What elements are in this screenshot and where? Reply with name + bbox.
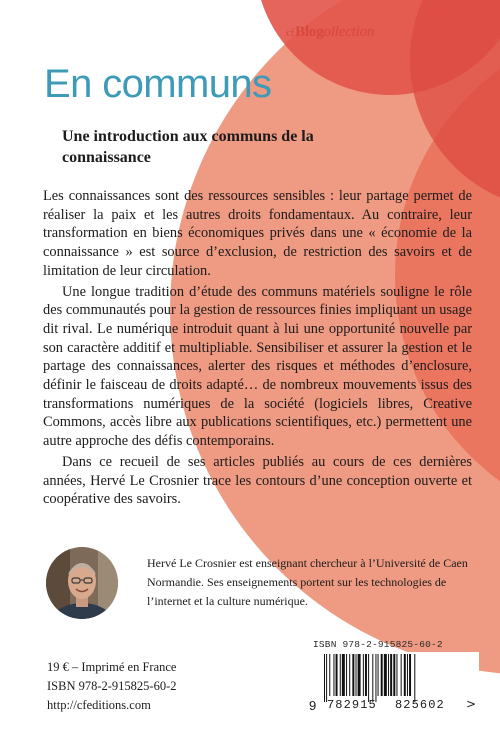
- barcode-bar: [329, 654, 330, 696]
- barcode-bar: [333, 654, 334, 696]
- barcode-bar: [404, 654, 406, 696]
- website-link[interactable]: http://cfeditions.com: [47, 698, 151, 712]
- price-line: 19 € – Imprimé en France: [47, 660, 177, 674]
- author-photo: [46, 547, 118, 619]
- barcode-bars: [324, 654, 460, 702]
- barcode-bar: [401, 654, 402, 696]
- publication-info: [47, 658, 177, 715]
- barcode-right-group: 825602: [395, 698, 445, 712]
- book-title: En communs: [44, 62, 272, 106]
- barcode-bar: [368, 654, 369, 702]
- barcode-bar: [346, 654, 347, 696]
- logo-text-blog: Blog: [295, 24, 324, 40]
- paragraph-1: Les connaissances sont des ressources sensibles : leur partage permet de réaliser la paix et les autres droits fondamentaux. Au contraire, leur transformation en biens économiques privés dans une « économie de la connaissance » est source d’exclusion, de restriction des savoirs et de limitation de leur circulation.: [43, 188, 472, 279]
- barcode-bar: [393, 654, 395, 696]
- barcode-first-digit: 9: [309, 698, 317, 713]
- barcode-bar: [352, 654, 354, 696]
- barcode-bar: [349, 654, 350, 696]
- barcode-bar: [414, 654, 415, 702]
- barcode-bar: [390, 654, 392, 696]
- barcode-bar: [365, 654, 367, 696]
- barcode-bar: [384, 654, 387, 696]
- barcode: [301, 652, 479, 718]
- barcode-bar: [324, 654, 325, 702]
- barcode-bar: [340, 654, 341, 696]
- barcode-left-group: 782915: [327, 698, 377, 712]
- barcode-bar: [342, 654, 345, 696]
- barcode-isbn-label: ISBN 978-2-915825-60-2: [313, 639, 443, 650]
- barcode-bar: [358, 654, 361, 696]
- barcode-bar: [409, 654, 411, 696]
- barcode-bar: [378, 654, 379, 696]
- barcode-arrow: >: [466, 697, 477, 711]
- isbn-line: ISBN 978-2-915825-60-2: [47, 679, 177, 693]
- barcode-bar: [375, 654, 376, 702]
- barcode-bar: [336, 654, 338, 696]
- barcode-bar: [396, 654, 397, 696]
- back-cover-text: [43, 187, 472, 511]
- barcode-bar: [326, 654, 327, 702]
- paragraph-2: Une longue tradition d’étude des communs matériels souligne le rôle des communautés pour la gestion de ressources finies impliquant un usage dit rival. Le numérique introduit quant à lui une opportunité nouvelle par son caractère additif et multipliable. Sensibiliser et assurer la gestion et le partage des connaissances, alerter des risques et méthodes d’enclosure, définir le faisceau de droits adapté… de nombreux mouvements issus des transformations numériques de la société (logiciels libres, Creative Commons, accès libre aux publications scientifiques, etc.) permettent une autre approche des défis contemporains.: [43, 283, 472, 450]
- author-bio: Hervé Le Crosnier est enseignant chercheur à l’Université de Caen Normandie. Ses enseignements portent sur les technologies de l’internet et la culture numérique.: [147, 556, 468, 608]
- logo-mark: cf: [286, 27, 295, 39]
- barcode-bar: [372, 654, 373, 702]
- barcode-bar: [407, 654, 408, 696]
- book-subtitle: Une introduction aux communs de la connaissance: [62, 128, 314, 166]
- paragraph-3: Dans ce recueil de ses articles publiés au cours de ces dernières années, Hervé Le Crosnier trace les contours d’une conception ouverte et coopérative des savoirs.: [43, 453, 472, 508]
- barcode-bar: [356, 654, 357, 696]
- barcode-bar: [363, 654, 364, 696]
- publisher-logo: [286, 24, 374, 41]
- barcode-bar: [388, 654, 389, 696]
- logo-text-collection: ollection: [323, 24, 375, 40]
- barcode-bar: [381, 654, 383, 696]
